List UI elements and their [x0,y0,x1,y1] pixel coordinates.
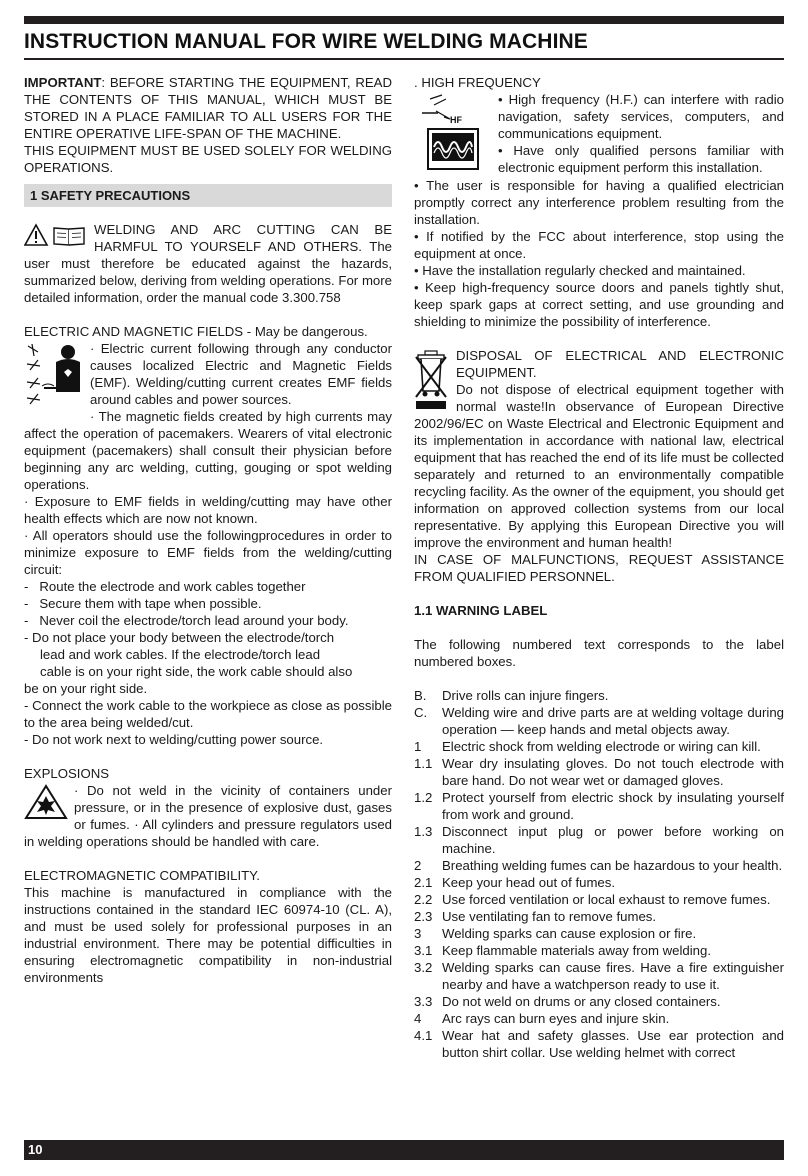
label-list-item: 1.3 Disconnect input plug or power before working on machine. [414,824,784,856]
emf-paragraph-3: · All operators should use the followingprocedures in order to minimize exposure to EMF fields from the welding/cutting circuit: [24,528,392,577]
hf-paragraph-4: • If notified by the FCC about interference, stop using the equipment at once. [414,229,784,261]
label-list-item: 2.1 Keep your head out of fumes. [414,875,616,890]
footer-bar [24,1140,784,1160]
explosions-text: · Do not weld in the vicinity of containers under pressure, or in the presence of explosive dust, gases or fumes. · All cylinders and pressure regulators used in welding operations should be handled with care. [24,783,392,849]
label-list-item: 4.1 Wear hat and safety glasses. Use ear protection and button shirt collar. Use welding helmet with correct [414,1028,784,1060]
explosions-block [24,782,392,850]
weee-block [414,347,784,551]
hf-heading: . HIGH FREQUENCY [414,75,541,90]
label-list-item: B. Drive rolls can injure fingers. [414,688,609,703]
emf-list-item: - Secure them with tape when possible. [24,596,262,611]
label-list-item: 3.3 Do not weld on drums or any closed containers. [414,994,721,1009]
label-list-item: 1.1 Wear dry insulating gloves. Do not touch electrode with bare hand. Do not wear wet or damaged gloves. [414,756,784,788]
section-title-safety: 1 SAFETY PRECAUTIONS [24,184,392,207]
emf-paragraph-1: · The magnetic fields created by high currents may affect the operation of pacemakers. Wearers of vital electronic equipment (pacemakers) shall consult their physician before beginning any arc welding, cutting, gouging or spot welding operations. [24,409,392,492]
page-number: 10 [28,1142,43,1157]
page-title: INSTRUCTION MANUAL FOR WIRE WELDING MACHINE [24,30,588,53]
hf-paragraph-3: • The user is responsible for having a qualified electrician promptly correct any interference problem resulting from the installation. [414,178,784,227]
emf-paragraph-2: · Exposure to EMF fields in welding/cutting may have other health effects which are now not known. [24,494,392,526]
emf-list-item: - Never coil the electrode/torch lead around your body. [24,613,349,628]
svg-text:HF: HF [450,115,462,125]
label-list-item: 2.3 Use ventilating fan to remove fumes. [414,909,657,924]
emf-heading: ELECTRIC AND MAGNETIC FIELDS - May be dangerous. [24,324,368,339]
label-list-item: 3 Welding sparks can cause explosion or fire. [414,926,697,941]
emf-list-item-4d: be on your right side. [24,681,148,696]
crossed-bin-icon [414,349,448,415]
hf-paragraph-1: • High frequency (H.F.) can interfere with radio navigation, safety services, computers, and communications equipment. [498,92,784,141]
warning-label-list [414,687,784,1061]
warning-block [24,221,392,306]
warning-label-heading: 1.1 WARNING LABEL [414,603,548,618]
title-underline [24,58,784,60]
solely-paragraph: THIS EQUIPMENT MUST BE USED SOLELY FOR WELDING OPERATIONS. [24,143,392,175]
hf-paragraph-2: • Have only qualified persons familiar with electronic equipment perform this installation. [498,143,784,175]
left-column [24,74,392,986]
hf-block [414,91,784,176]
warning-book-icon [24,223,88,251]
emc-heading: ELECTROMAGNETIC COMPATIBILITY. [24,868,260,883]
label-list-item: 2.2 Use forced ventilation or local exhaust to remove fumes. [414,892,771,907]
right-column [414,74,784,1061]
emf-list-item-5: - Connect the work cable to the workpiece as close as possible to the area being welded/cut. [24,698,392,730]
label-list-item: 2 Breathing welding fumes can be hazardous to your health. [414,858,783,873]
top-rule-bar [24,16,784,24]
explosion-warning-icon [24,784,68,824]
label-list-item: 3.1 Keep flammable materials away from welding. [414,943,711,958]
emf-list-item-4b: lead and work cables. If the electrode/torch lead [40,647,321,662]
important-paragraph [24,74,392,142]
high-frequency-icon [420,93,486,177]
hf-paragraph-6: • Keep high-frequency source doors and panels tightly shut, keep spark gaps at correct setting, and use grounding and shielding to minimize the possibility of interference. [414,280,784,329]
label-list-item: 3.2 Welding sparks can cause fires. Have a fire extinguisher nearby and have a watchperson ready to use it. [414,960,784,992]
emf-list-item-4a: - Do not place your body between the electrode/torch [24,630,335,645]
weee-text: Do not dispose of electrical equipment together with normal waste!In observance of European Directive 2002/96/EC on Waste Electrical and Electronic Equipment and its implementation in accordance with national law, electrical equipment that has reached the end of its life must be collected separately and returned to an environmentally compatible recycling facility. As the owner of the equipment, you should get information on approved collection systems from our local representative. By applying this European Directive you will improve the environment and human health! [414,382,784,550]
hf-paragraph-5: • Have the installation regularly checked and maintained. [414,263,746,278]
emf-list-item-4c: cable is on your right side, the work cable should also [40,664,353,679]
label-list-item: C. Welding wire and drive parts are at welding voltage during operation — keep hands and metal objects away. [414,705,784,737]
label-intro: The following numbered text corresponds to the label numbered boxes. [414,637,784,669]
label-list-item: 4 Arc rays can burn eyes and injure skin. [414,1011,670,1026]
emc-text: This machine is manufactured in compliance with the instructions contained in the standard IEC 60974-10 (CL. A), and must be used solely for professional purposes in an industrial environment. There may be potential difficulties in ensuring electromagnetic compatibility in non-industrial environments [24,885,392,985]
emf-pacemaker-icon [24,342,84,414]
emf-intro: · Electric current following through any conductor causes localized Electric and Magnetic Fields (EMF). Welding/cutting current creates EMF fields around cables and power sources. [90,341,392,407]
important-label: IMPORTANT [24,75,102,90]
label-list-item: 1 Electric shock from welding electrode or wiring can kill. [414,739,761,754]
important-text: : BEFORE STARTING THE EQUIPMENT, READ THE CONTENTS OF THIS MANUAL, WHICH MUST BE STORED IN A PLACE FAMILIAR TO ALL USERS FOR THE ENTIRE OPERATIVE LIFE-SPAN OF THE MACHINE. [24,75,392,141]
weee-heading: DISPOSAL OF ELECTRICAL AND ELECTRONIC EQUIPMENT. [456,348,784,380]
warning-text: WELDING AND ARC CUTTING CAN BE HARMFUL TO YOURSELF AND OTHERS. The user must therefore be educated against the hazards, summarized below, deriving from welding operations. For more detailed information, order the manual code 3.300.758 [24,222,392,305]
malfunction-text: IN CASE OF MALFUNCTIONS, REQUEST ASSISTANCE FROM QUALIFIED PERSONNEL. [414,552,784,584]
label-list-item: 1.2 Protect yourself from electric shock by insulating yourself from work and ground. [414,790,784,822]
emf-list-item-6: - Do not work next to welding/cutting power source. [24,732,324,747]
emf-intro-block [24,340,392,408]
explosions-heading: EXPLOSIONS [24,766,110,781]
emf-list-item: - Route the electrode and work cables together [24,579,306,594]
